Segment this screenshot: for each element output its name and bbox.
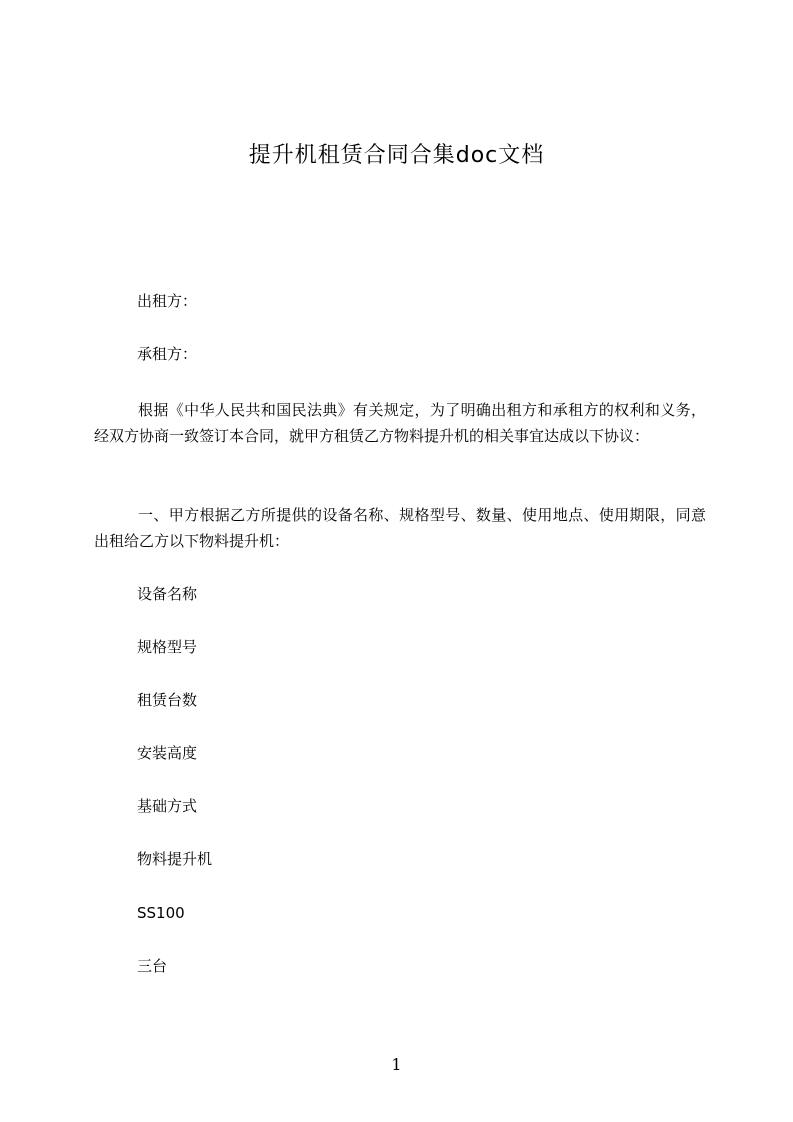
intro-paragraph: 根据《中华人民共和国民法典》有关规定，为了明确出租方和承租方的权利和义务，经双方协商一致签订本合同，就甲方租赁乙方物料提升机的相关事宜达成以下协议： [94, 401, 706, 445]
document-title: 提升机租赁合同合集doc文档 [248, 143, 545, 168]
equipment-name-label: 设备名称 [137, 585, 198, 603]
equipment-quantity-value: 三台 [137, 957, 168, 975]
page-number: 1 [391, 1055, 402, 1074]
equipment-height-label: 安装高度 [137, 744, 198, 762]
equipment-model-label: 规格型号 [137, 638, 198, 656]
lessor-label: 出租方： [137, 292, 198, 310]
equipment-model-value: SS100 [137, 904, 185, 922]
equipment-foundation-label: 基础方式 [137, 797, 198, 815]
clause-one-paragraph: 一、甲方根据乙方所提供的设备名称、规格型号、数量、使用地点、使用期限，同意出租给乙方以下物料提升机： [94, 506, 706, 550]
equipment-quantity-label: 租赁台数 [137, 691, 198, 709]
equipment-name-value: 物料提升机 [137, 850, 213, 868]
lessee-label: 承租方： [137, 345, 198, 363]
